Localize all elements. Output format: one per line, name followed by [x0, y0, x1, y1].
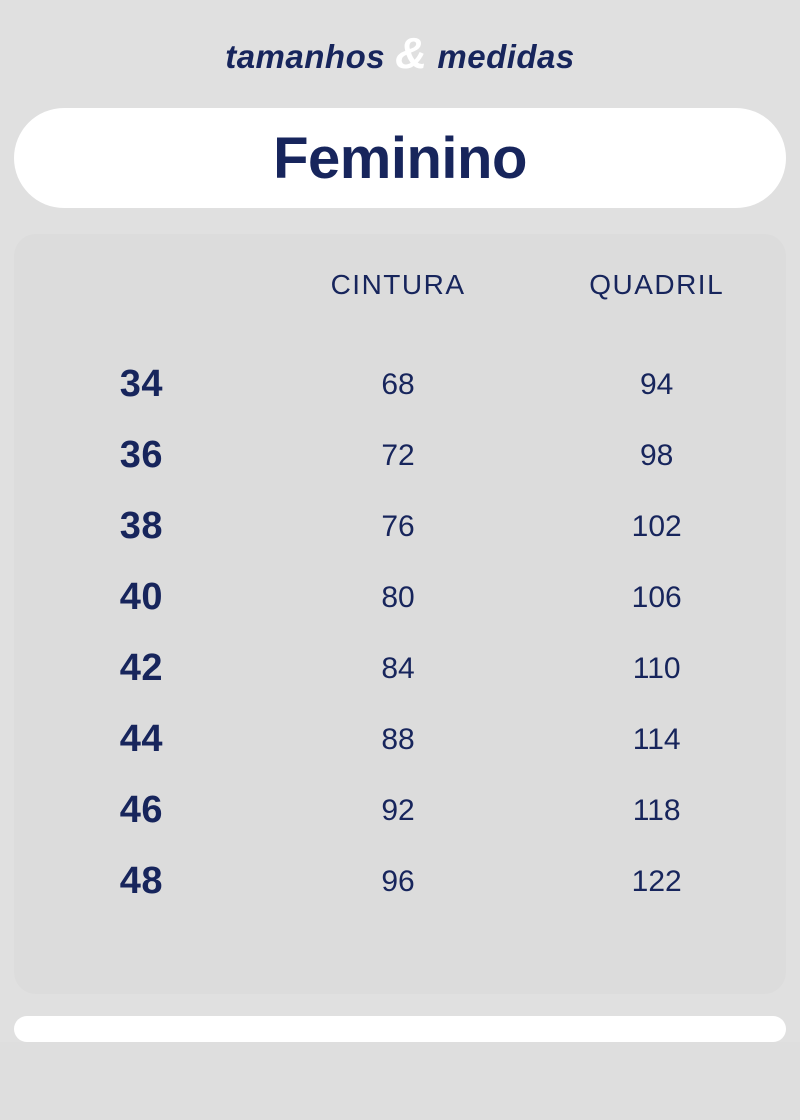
cell-cintura: 76	[381, 509, 415, 543]
page-title: Feminino	[273, 125, 527, 191]
cell-cintura: 72	[381, 438, 415, 472]
header-title-part1: tamanhos	[225, 38, 386, 75]
bottom-filler	[0, 1042, 800, 1120]
cell-quadril: 98	[639, 438, 674, 472]
cell-size: 34	[119, 363, 164, 405]
ampersand-glyph: &	[395, 29, 428, 78]
table-row	[14, 491, 786, 562]
cell-cintura: 68	[381, 367, 415, 401]
table-row	[14, 633, 786, 704]
cell-quadril: 122	[631, 864, 682, 898]
cell-quadril: 118	[632, 793, 681, 827]
cell-quadril: 102	[631, 509, 682, 543]
table-row	[14, 420, 786, 491]
cell-cintura: 88	[381, 722, 415, 756]
table-row	[14, 846, 786, 917]
column-header-size	[14, 268, 269, 349]
header	[0, 0, 800, 108]
cell-quadril: 94	[639, 367, 674, 401]
cell-size: 46	[119, 789, 164, 831]
cell-size: 48	[119, 860, 164, 902]
header-title	[225, 29, 575, 78]
measurements-table	[14, 268, 786, 917]
cell-quadril: 106	[631, 580, 682, 614]
cell-cintura: 92	[381, 793, 415, 827]
header-title-part2: medidas	[437, 38, 575, 75]
cell-size: 38	[119, 505, 164, 547]
cell-cintura: 80	[381, 580, 415, 614]
table-row	[14, 775, 786, 846]
bottom-separator-band	[14, 1016, 786, 1042]
table-row	[14, 704, 786, 775]
measurements-card	[14, 234, 786, 994]
cell-size: 44	[119, 718, 164, 760]
table-row	[14, 349, 786, 420]
cell-size: 40	[119, 576, 164, 618]
column-header-cintura: CINTURA	[330, 269, 466, 300]
column-header-quadril: QUADRIL	[589, 269, 725, 300]
cell-size: 36	[119, 434, 164, 476]
cell-cintura: 96	[381, 864, 415, 898]
title-band	[14, 108, 786, 208]
cell-cintura: 84	[381, 651, 415, 685]
table-body	[14, 349, 786, 917]
cell-quadril: 110	[632, 651, 681, 685]
cell-quadril: 114	[632, 722, 681, 756]
table-header	[14, 268, 786, 349]
cell-size: 42	[119, 647, 164, 689]
table-row	[14, 562, 786, 633]
table-header-row	[14, 268, 786, 349]
